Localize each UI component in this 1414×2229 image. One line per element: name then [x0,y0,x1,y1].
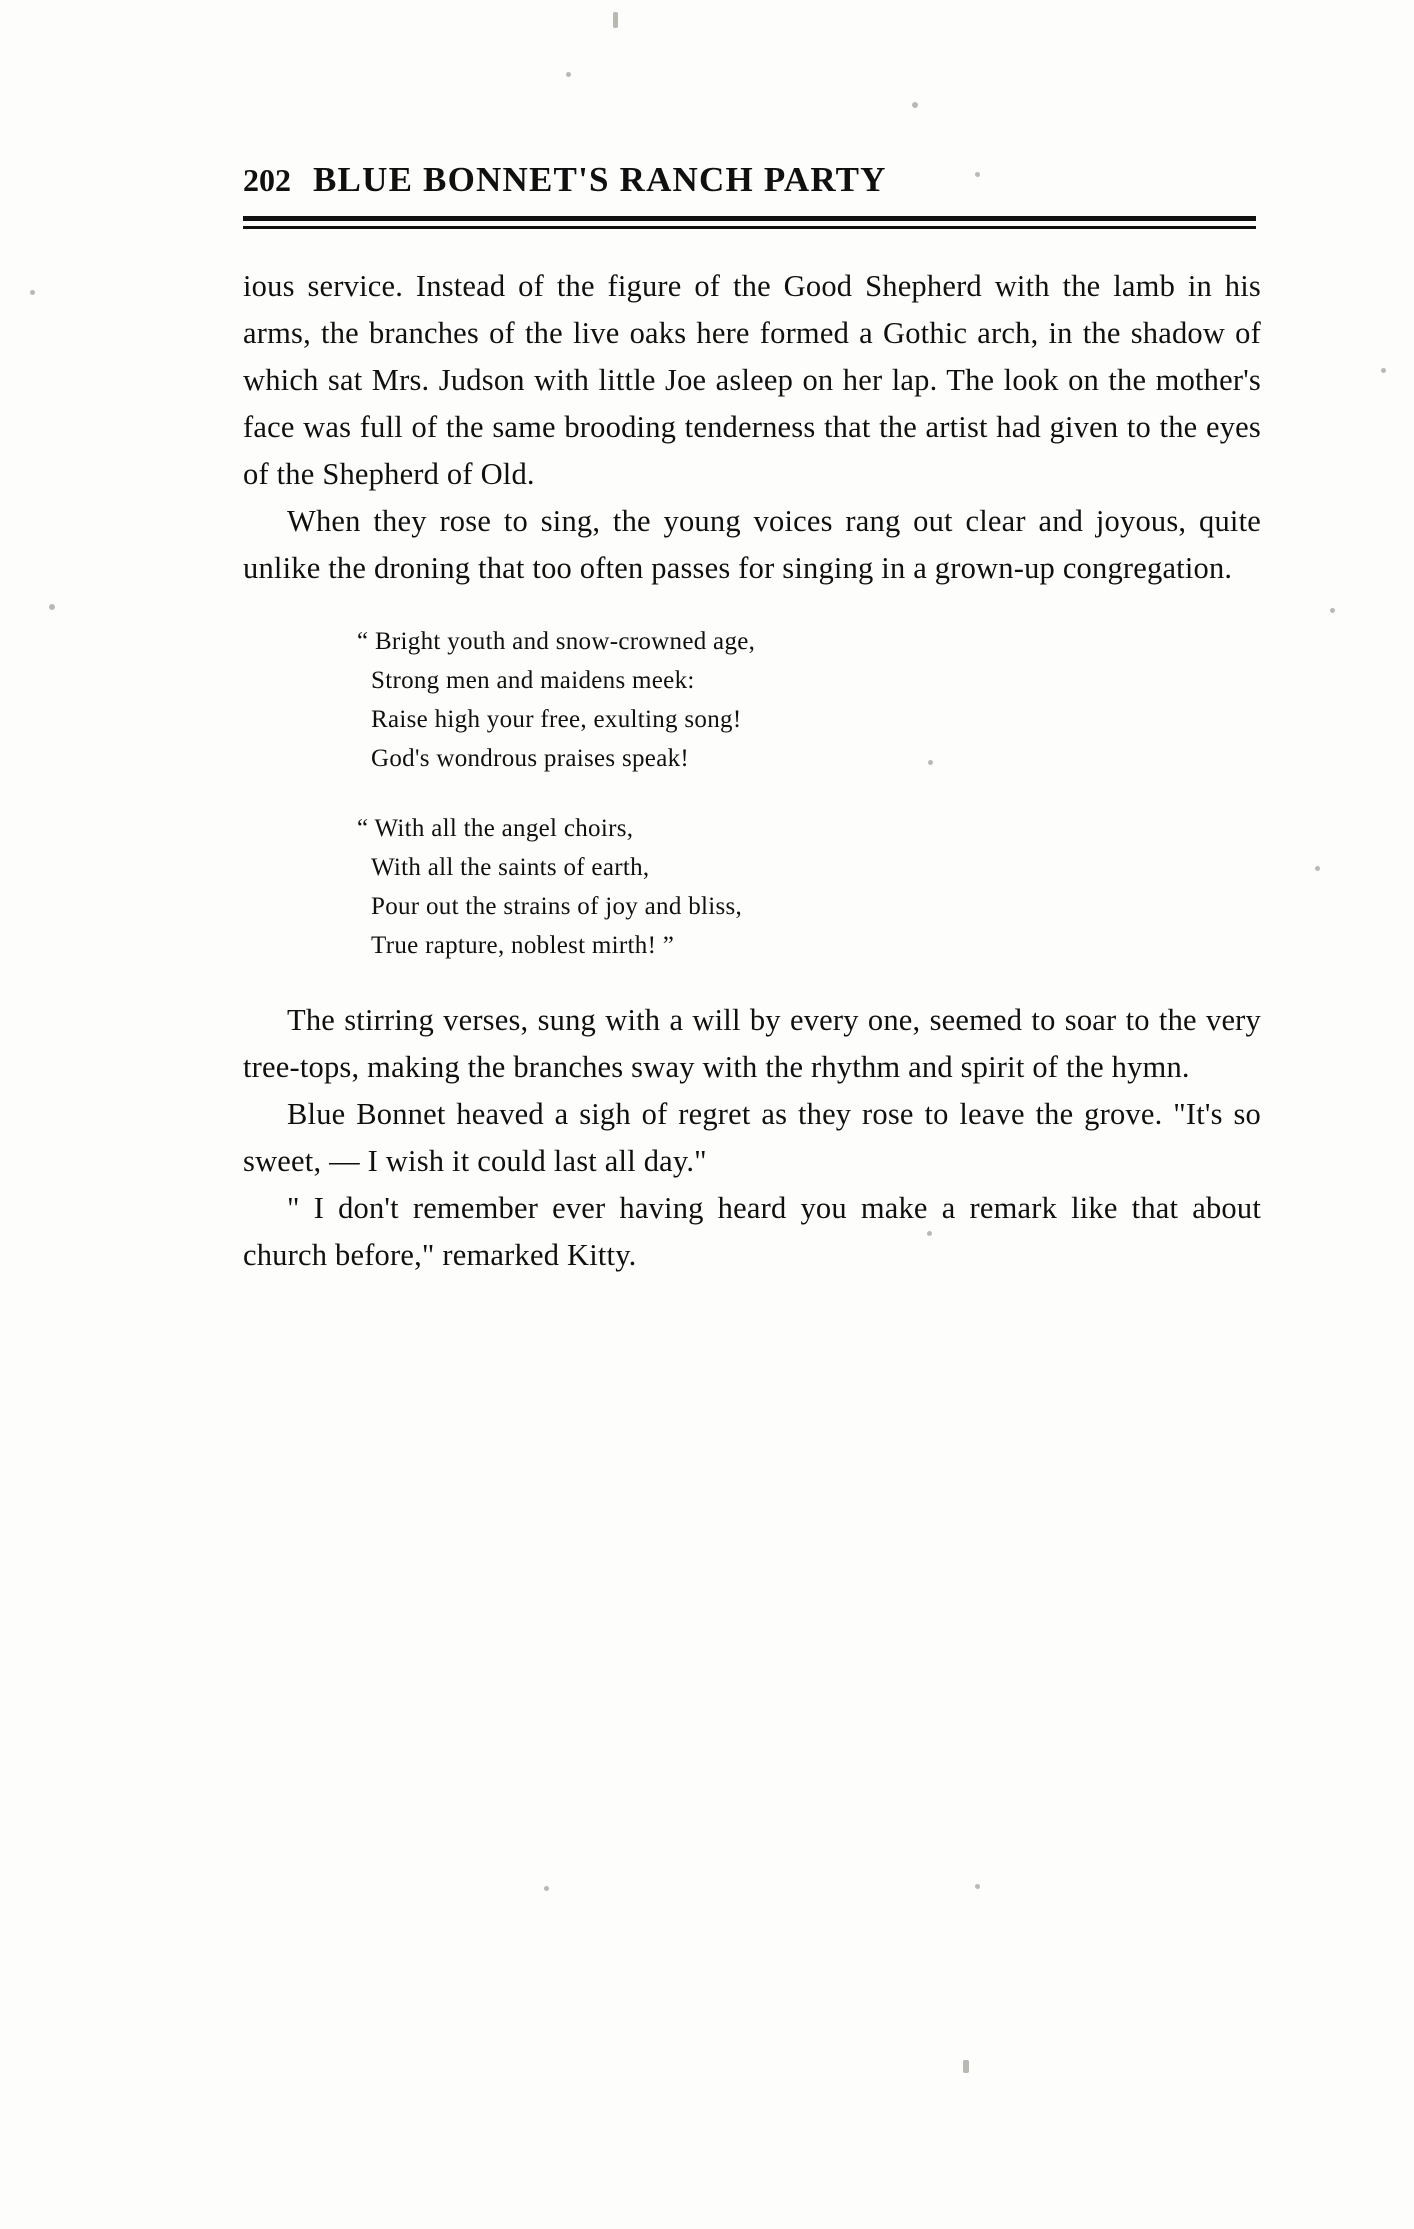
verse-line: “ Bright youth and snow-crowned age, [357,628,756,655]
verse-line: Pour out the strains of joy and bliss, [371,893,743,920]
verse-line: With all the saints of earth, [371,854,650,881]
paper-speck [963,2060,969,2073]
page-number: 202 [243,162,291,198]
paragraph: When they rose to sing, the young voices rang out clear and joyous, quite unlike the droning that too often passes for singing in a grown-up congregation. [243,504,1261,585]
paper-speck [1381,368,1386,373]
paper-speck [544,1886,549,1891]
paragraph: Blue Bonnet heaved a sigh of regret as they rose to leave the grove. "It's so sweet, — I wish it could last all day." [243,1097,1261,1178]
verse-line: God's wondrous praises speak! [371,745,690,772]
verse-stanza [357,622,1261,778]
body-text-block [243,263,1261,592]
paper-speck [30,290,35,295]
paper-speck [613,12,618,28]
header-rule [243,216,1256,229]
paragraph: The stirring verses, sung with a will by every one, seemed to soar to the very tree-tops, making the branches sway with the rhythm and spirit of the hymn. [243,1003,1261,1084]
paper-speck [975,1884,980,1889]
verse-line: Raise high your free, exulting song! [371,706,742,733]
running-title: BLUE BONNET'S RANCH PARTY [313,160,887,199]
body-text-block-after-verse [243,997,1261,1279]
paragraph: ious service. Instead of the figure of the Good Shepherd with the lamb in his arms, the branches of the live oaks here formed a Gothic arch, in the shadow of which sat Mrs. Judson with little Joe asleep on her lap. The look on the mother's face was full of the same brooding tenderness that the artist had given to the eyes of the Shepherd of Old. [243,269,1261,491]
verse-line: True rapture, noblest mirth! ” [371,932,675,959]
paper-speck [1330,608,1335,613]
paragraph: " I don't remember ever having heard you make a remark like that about church before," remarked Kitty. [243,1191,1261,1272]
verse-line: “ With all the angel choirs, [357,815,634,842]
hymn-verse [243,622,1261,965]
paper-speck [1315,866,1320,871]
paper-speck [49,604,55,610]
verse-stanza [357,809,1261,965]
page-header [243,160,1261,200]
rule-thin [243,226,1256,229]
paper-speck [566,72,571,77]
page-content [243,160,1261,1279]
paper-speck [912,102,918,108]
verse-line: Strong men and maidens meek: [371,667,695,694]
